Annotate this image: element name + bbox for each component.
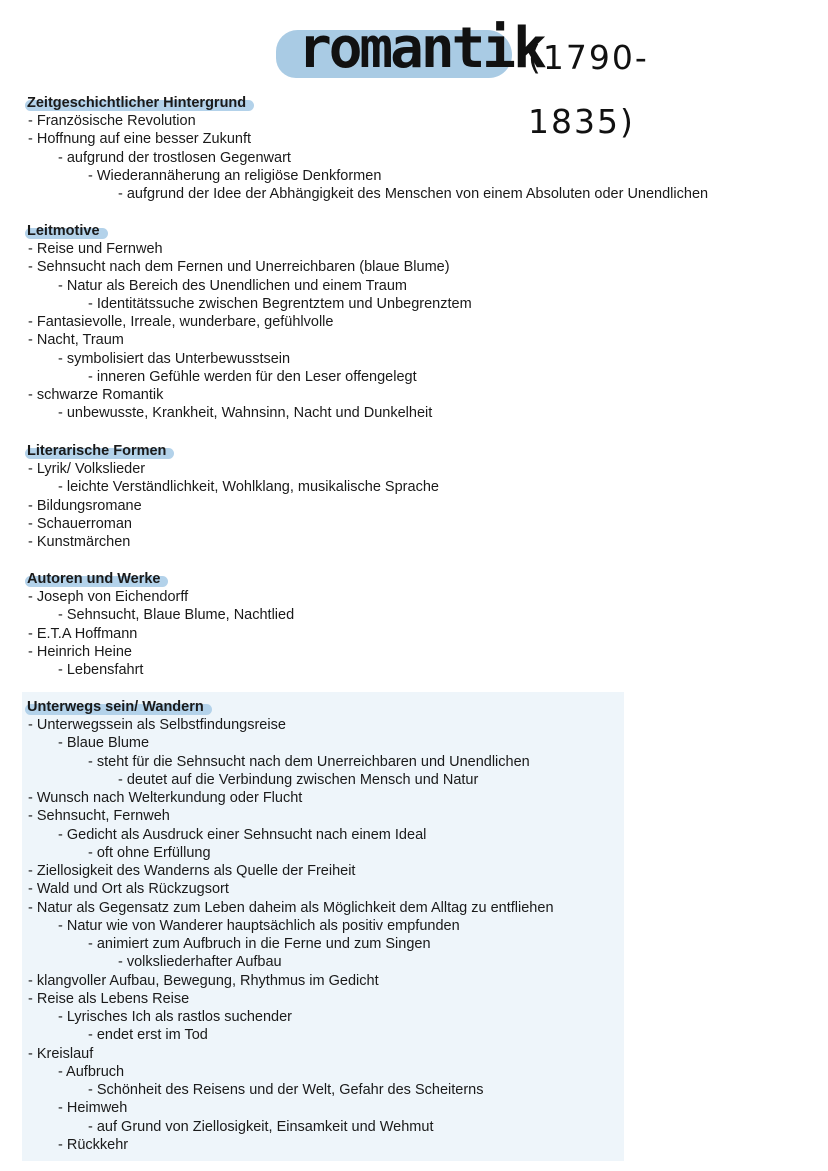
list-item: - Nacht, Traum bbox=[28, 332, 124, 349]
section-heading bbox=[27, 698, 204, 716]
list-item: - Gedicht als Ausdruck einer Sehnsucht nach einem Ideal bbox=[58, 826, 427, 843]
list-item: - auf Grund von Ziellosigkeit, Einsamkeit und Wehmut bbox=[88, 1118, 434, 1135]
list-item: - Kreislauf bbox=[28, 1045, 94, 1062]
list-item: - Französische Revolution bbox=[28, 113, 196, 129]
section-autoren-und-werke bbox=[27, 570, 627, 679]
list-item: - Heimweh bbox=[58, 1100, 128, 1117]
section-literarische-formen bbox=[27, 442, 627, 551]
list-item: - Bildungsromane bbox=[28, 497, 142, 514]
section-heading-text: Literarische Formen bbox=[27, 443, 167, 459]
list-item: - Kunstmärchen bbox=[28, 534, 131, 550]
section-heading bbox=[27, 222, 100, 240]
list-item: - Wald und Ort als Rückzugsort bbox=[28, 881, 229, 898]
section-zeitgeschichtlicher-hintergrund bbox=[27, 94, 709, 203]
list-item: - deutet auf die Verbindung zwischen Mensch und Natur bbox=[118, 771, 479, 788]
page-title: romantik bbox=[298, 16, 544, 81]
list-item: - inneren Gefühle werden für den Leser offengelegt bbox=[88, 368, 417, 385]
list-item: - E.T.A Hoffmann bbox=[28, 625, 138, 642]
section-heading-text: Autoren und Werke bbox=[27, 571, 161, 587]
list-item: - endet erst im Tod bbox=[88, 1027, 208, 1044]
section-heading-text: Unterwegs sein/ Wandern bbox=[27, 699, 204, 715]
list-item: - Wunsch nach Welterkundung oder Flucht bbox=[28, 790, 303, 806]
section-leitmotive bbox=[27, 222, 627, 423]
list-item: - Sehnsucht, Blaue Blume, Nachtlied bbox=[58, 607, 295, 624]
list-item: - Sehnsucht nach dem Fernen und Unerreichbaren (blaue Blume) bbox=[28, 259, 450, 276]
list-item: - klangvoller Aufbau, Bewegung, Rhythmus im Gedicht bbox=[28, 972, 379, 989]
list-item: - steht für die Sehnsucht nach dem Unerreichbaren und Unendlichen bbox=[88, 753, 530, 770]
section-heading bbox=[27, 442, 166, 460]
list-item: - Blaue Blume bbox=[58, 735, 150, 752]
list-item: - Natur als Gegensatz zum Leben daheim als Möglichkeit dem Alltag zu entfliehen bbox=[28, 899, 554, 916]
list-item: - Reise als Lebens Reise bbox=[28, 990, 190, 1007]
list-item: - animiert zum Aufbruch in die Ferne und zum Singen bbox=[88, 936, 431, 952]
section-unterwegs-sein-wandern bbox=[22, 692, 624, 1161]
list-item: - leichte Verständlichkeit, Wohlklang, musikalische Sprache bbox=[58, 479, 439, 496]
list-item: - volksliederhafter Aufbau bbox=[118, 954, 282, 971]
list-item: - Lebensfahrt bbox=[58, 662, 144, 678]
list-item: - Ziellosigkeit des Wanderns als Quelle der Freiheit bbox=[28, 863, 356, 879]
list-item: - aufgrund der Idee der Abhängigkeit des Menschen von einem Absoluten oder Unendlichen bbox=[118, 186, 709, 202]
list-item: - Hoffnung auf eine besser Zukunft bbox=[28, 131, 252, 148]
list-item: - Identitätssuche zwischen Begrentztem und Unbegrenztem bbox=[88, 295, 472, 312]
title-area bbox=[276, 16, 736, 141]
list-item: - Reise und Fernweh bbox=[28, 241, 163, 257]
list-item: - Schönheit des Reisens und der Welt, Gefahr des Scheiterns bbox=[88, 1082, 484, 1098]
list-item: - unbewusste, Krankheit, Wahnsinn, Nacht und Dunkelheit bbox=[58, 405, 433, 422]
title-years: (1790-1835) bbox=[528, 38, 649, 141]
section-heading-text: Leitmotive bbox=[27, 223, 100, 239]
section-heading bbox=[27, 570, 160, 588]
list-item: - Natur als Bereich des Unendlichen und einem Traum bbox=[58, 277, 407, 294]
list-item: - Unterwegssein als Selbstfindungsreise bbox=[28, 717, 286, 733]
list-item: - oft ohne Erfüllung bbox=[88, 844, 211, 861]
list-item: - Heinrich Heine bbox=[28, 643, 132, 660]
section-heading-text: Zeitgeschichtlicher Hintergrund bbox=[27, 95, 247, 111]
list-item: - Aufbruch bbox=[58, 1063, 125, 1080]
section-heading bbox=[27, 94, 246, 112]
list-item: - Natur wie von Wanderer hauptsächlich als positiv empfunden bbox=[58, 917, 460, 934]
list-item: - Lyrisches Ich als rastlos suchender bbox=[58, 1009, 292, 1025]
list-item: - schwarze Romantik bbox=[28, 387, 164, 403]
list-item: - Fantasievolle, Irreale, wunderbare, gefühlvolle bbox=[28, 314, 334, 330]
list-item: - symbolisiert das Unterbewusstsein bbox=[58, 350, 291, 367]
list-item: - Wiederannäherung an religiöse Denkformen bbox=[88, 167, 382, 184]
list-item: - Rückkehr bbox=[58, 1136, 129, 1153]
list-item: - Joseph von Eichendorff bbox=[28, 589, 189, 605]
list-item: - Lyrik/ Volkslieder bbox=[28, 461, 146, 477]
list-item: - Sehnsucht, Fernweh bbox=[28, 808, 170, 825]
list-item: - aufgrund der trostlosen Gegenwart bbox=[58, 149, 291, 166]
list-item: - Schauerroman bbox=[28, 515, 132, 532]
